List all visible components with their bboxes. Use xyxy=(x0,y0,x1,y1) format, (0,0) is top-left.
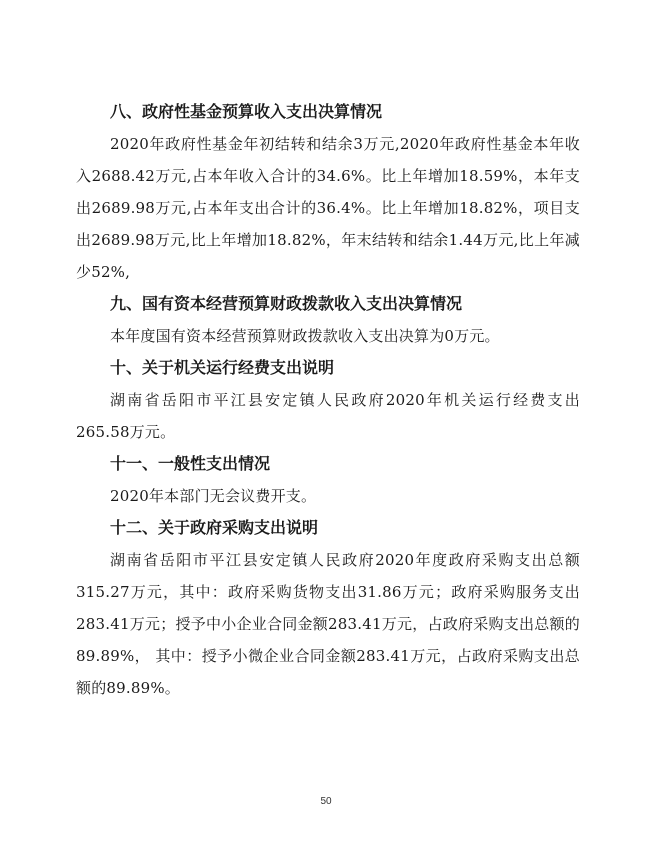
section-heading: 九、国有资本经营预算财政拨款收入支出决算情况 xyxy=(110,294,463,313)
section-paragraph: 2020年本部门无会议费开支。 xyxy=(110,487,317,505)
section-heading: 十二、关于政府采购支出说明 xyxy=(110,518,319,537)
section-heading: 十一、一般性支出情况 xyxy=(110,454,271,473)
section-paragraph: 湖南省岳阳市平江县安定镇人民政府2020年机关运行经费支出265.58万元。 xyxy=(76,391,580,441)
section-procurement xyxy=(76,512,580,704)
section-operating-expenses xyxy=(76,352,580,448)
page-number: 50 xyxy=(320,796,332,807)
page-content xyxy=(76,96,580,704)
section-paragraph: 本年度国有资本经营预算财政拨款收入支出决算为0万元。 xyxy=(110,327,500,345)
section-state-capital xyxy=(76,288,580,352)
section-government-fund xyxy=(76,96,580,288)
section-heading: 十、关于机关运行经费支出说明 xyxy=(110,358,335,377)
section-paragraph: 2020年政府性基金年初结转和结余3万元,2020年政府性基金本年收入2688.42万元,占本年收入合计的34.6%。比上年增加18.59%，本年支出2689.98万元,占本年支出合计的36.4%。比上年增加18.82%，项目支出2689.98万元,比上年增加18.82%，年末结转和结余1.44万元,比上年减少52%, xyxy=(76,135,580,281)
section-general-expenses xyxy=(76,448,580,512)
section-heading: 八、政府性基金预算收入支出决算情况 xyxy=(110,102,383,121)
section-paragraph: 湖南省岳阳市平江县安定镇人民政府2020年度政府采购支出总额315.27万元，其中：政府采购货物支出31.86万元；政府采购服务支出283.41万元；授予中小企业合同金额283.41万元，占政府采购支出总额的89.89%， 其中：授予小微企业合同金额283.41万元，占政府采购支出总额的89.89%。 xyxy=(76,551,580,697)
